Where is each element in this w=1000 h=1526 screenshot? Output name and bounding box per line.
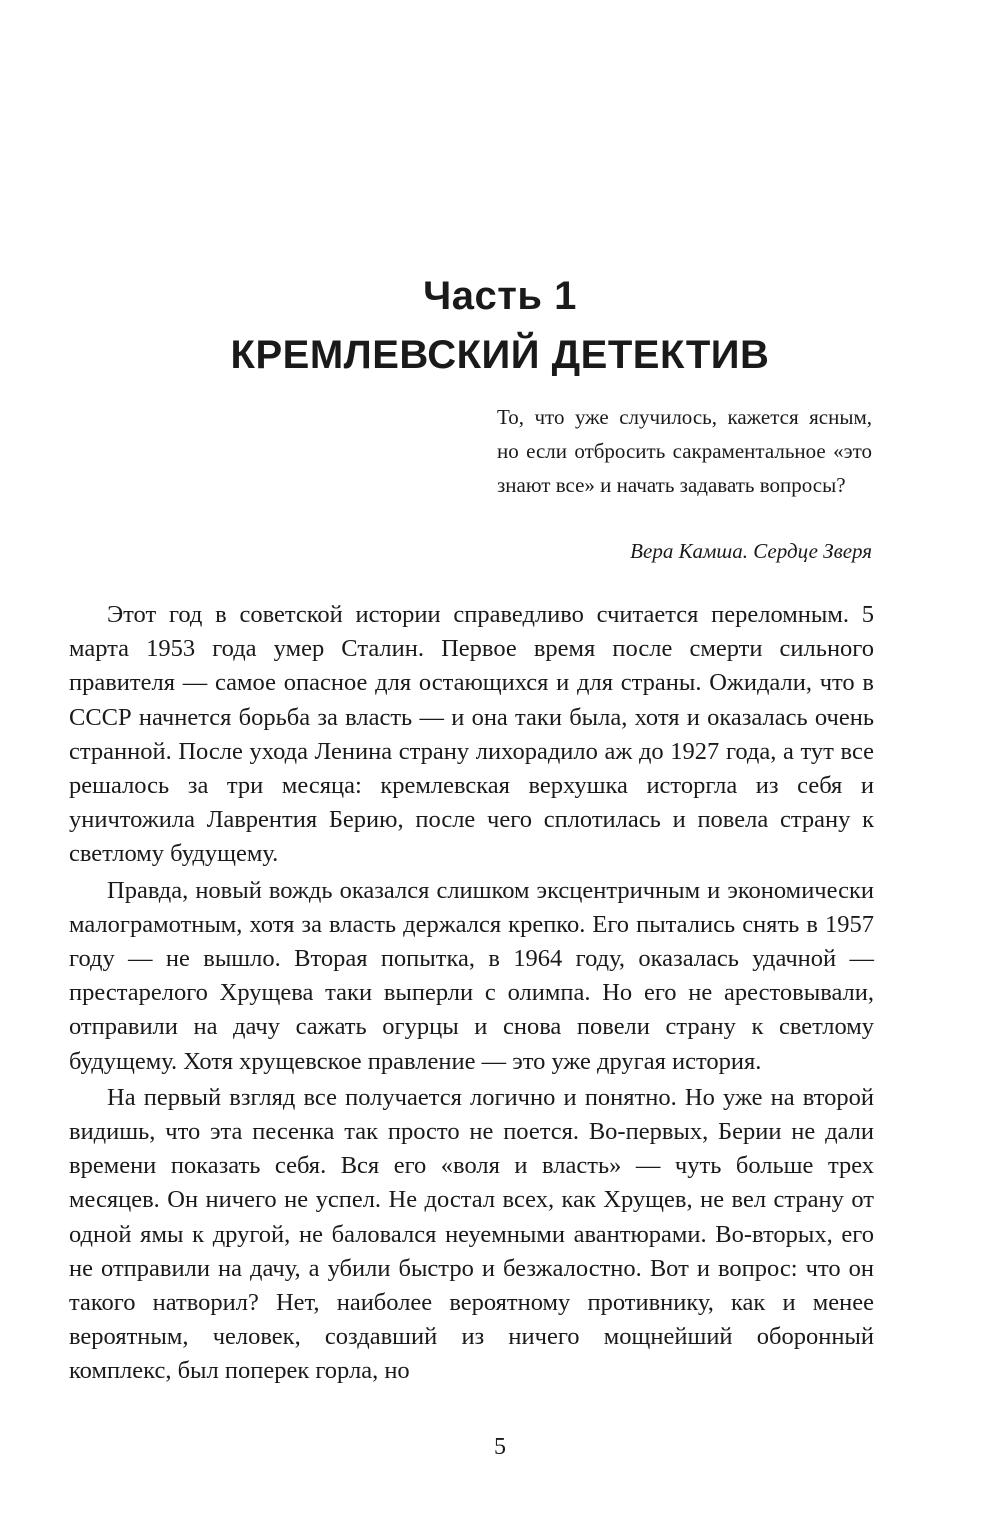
part-title: Часть 1 bbox=[423, 274, 577, 318]
body-text bbox=[69, 598, 874, 1391]
chapter-title: КРЕМЛЕВСКИЙ ДЕТЕКТИВ bbox=[230, 333, 770, 377]
epigraph-text: То, что уже случилось, кажется ясным, но если отбросить сакраментальное «это знают все» и начать задавать вопросы? bbox=[497, 405, 872, 497]
paragraph-1: Этот год в советской истории справедливо считается переломным. 5 марта 1953 года умер Сталин. Первое время после смерти сильного правителя — самое опасное для остающихся и для страны. Ожидали, что в СССР начнется борьба за власть — и она таки была, хотя и оказалась очень странной. После ухода Ленина страну лихорадило аж до 1927 года, а тут все решалось за три месяца: кремлевская верхушка исторгла из себя и уничтожила Лаврентия Берию, после чего сплотилась и повела страну к светлому будущему. bbox=[69, 601, 874, 868]
epigraph-author: Вера Камша. Сердце Зверя bbox=[630, 539, 872, 563]
paragraph-3: На первый взгляд все получается логично и понятно. Но уже на второй видишь, что эта песенка так просто не поется. Во-первых, Берии не дали времени показать себя. Вся его «воля и власть» — чуть больше трех месяцев. Он ничего не успел. Не достал всех, как Хрущев, не вел страну от одной ямы к другой, не баловался неуемными авантюрами. Во-вторых, его не отправили на дачу, а убили быстро и безжалостно. Вот и вопрос: что он такого натворил? Нет, наиболее вероятному противнику, как и менее вероятным, человек, создавший из ничего мощнейший оборонный комплекс, был поперек горла, но bbox=[69, 1083, 874, 1385]
paragraph-2: Правда, новый вождь оказался слишком эксцентричным и экономически малограмотным, хотя за власть держался крепко. Его пытались снять в 1957 году — не вышло. Вторая попытка, в 1964 году, оказалась удачной — престарелого Хрущева таки выперли с олимпа. Но его не арестовывали, отправили на дачу сажать огурцы и снова повели страну к светлому будущему. Хотя хрущевское правление — это уже другая история. bbox=[69, 876, 874, 1075]
page-number: 5 bbox=[494, 1434, 506, 1460]
